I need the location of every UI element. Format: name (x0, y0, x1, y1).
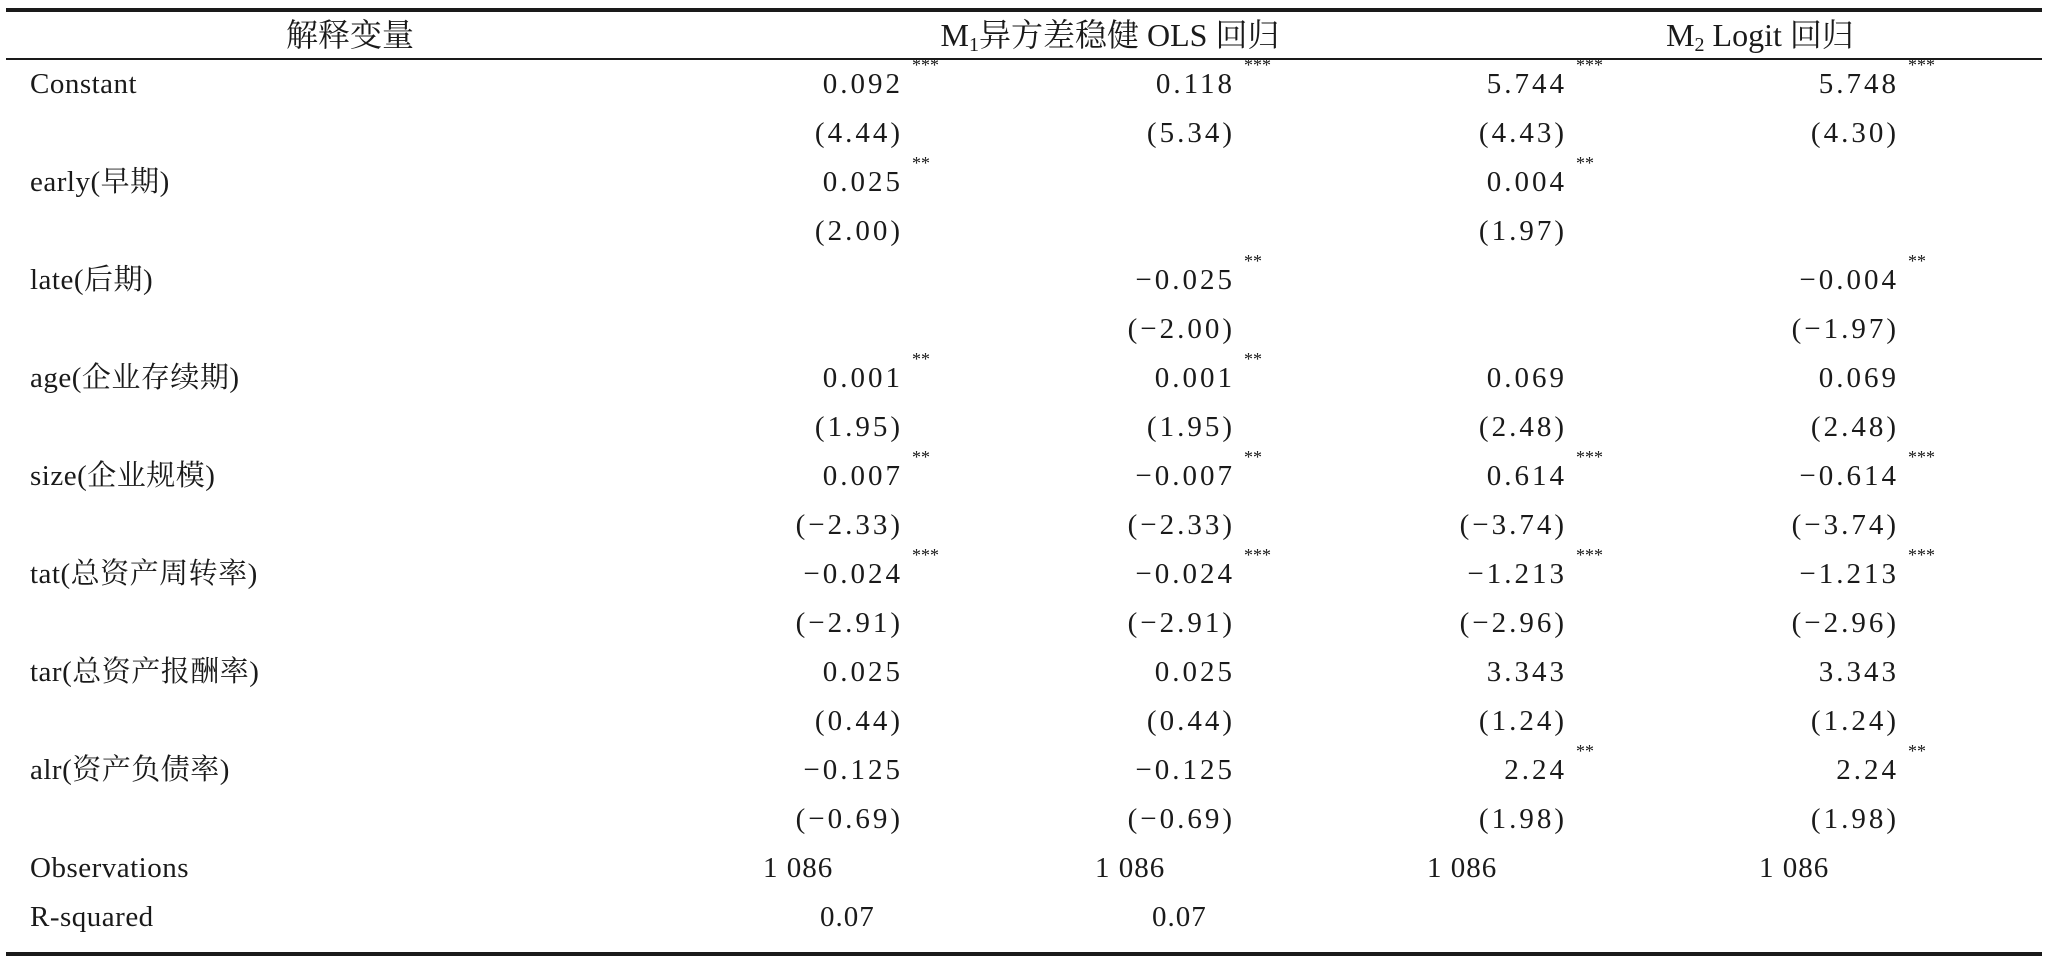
coefficient-value: 0.025 (822, 656, 903, 688)
coefficient-value: −0.614 (1799, 460, 1899, 492)
t-statistic: (−0.69) (795, 803, 903, 835)
table-row (0, 447, 2048, 501)
significance-stars: *** (1244, 55, 1271, 75)
coefficient-value: 0.007 (822, 460, 903, 492)
t-statistic: (4.44) (814, 117, 903, 149)
coefficient-value: 0.069 (1486, 362, 1567, 394)
significance-stars: ** (1244, 447, 1262, 467)
significance-stars: ** (1576, 153, 1594, 173)
significance-stars: ** (1244, 349, 1262, 369)
table-row (0, 545, 2048, 599)
coefficient-value: −0.125 (803, 754, 903, 786)
coefficient-value: 0.025 (1154, 656, 1235, 688)
coefficient-value: 5.748 (1818, 68, 1899, 100)
significance-stars: *** (1576, 545, 1603, 565)
row-label: alr(资产负债率) (30, 754, 230, 786)
significance-stars: *** (1908, 545, 1935, 565)
coefficient-value: −0.007 (1135, 460, 1235, 492)
r-squared-value: 0.07 (820, 901, 875, 933)
t-statistic: (−3.74) (1459, 509, 1567, 541)
significance-stars: ** (912, 153, 930, 173)
row-label: late(后期) (30, 264, 154, 296)
row-label: age(企业存续期) (30, 362, 240, 394)
table-row (0, 795, 2048, 844)
header-m1 (780, 12, 1440, 58)
table-row (0, 153, 2048, 207)
table-row (0, 599, 2048, 648)
significance-stars: ** (1576, 741, 1594, 761)
table-row (0, 501, 2048, 550)
significance-stars: ** (912, 447, 930, 467)
significance-stars: ** (1908, 251, 1926, 271)
row-label: Observations (30, 852, 190, 884)
coefficient-value: 0.001 (822, 362, 903, 394)
coefficient-value: 3.343 (1486, 656, 1567, 688)
header-m2-prefix: M (1666, 17, 1695, 53)
table-row (0, 55, 2048, 109)
coefficient-value: 3.343 (1818, 656, 1899, 688)
significance-stars: *** (1908, 447, 1935, 467)
t-statistic: (−0.69) (1127, 803, 1235, 835)
observations-value: 1 086 (1759, 852, 1830, 884)
significance-stars: *** (1576, 55, 1603, 75)
significance-stars: ** (1908, 741, 1926, 761)
significance-stars: *** (1908, 55, 1935, 75)
t-statistic: (2.48) (1810, 411, 1899, 443)
t-statistic: (1.95) (1146, 411, 1235, 443)
t-statistic: (4.30) (1810, 117, 1899, 149)
header-m2 (1430, 12, 2048, 58)
coefficient-value: 2.24 (1836, 754, 1899, 786)
t-statistic: (1.24) (1478, 705, 1567, 737)
coefficient-value: 2.24 (1504, 754, 1567, 786)
significance-stars: *** (912, 545, 939, 565)
coefficient-value: −0.025 (1135, 264, 1235, 296)
significance-stars: ** (1244, 251, 1262, 271)
t-statistic: (−2.33) (1127, 509, 1235, 541)
t-statistic: (1.97) (1478, 215, 1567, 247)
t-statistic: (−3.74) (1791, 509, 1899, 541)
t-statistic: (−2.96) (1791, 607, 1899, 639)
coefficient-value: −0.125 (1135, 754, 1235, 786)
t-statistic: (2.48) (1478, 411, 1567, 443)
observations-value: 1 086 (1095, 852, 1166, 884)
table-row (0, 305, 2048, 354)
coefficient-value: −1.213 (1799, 558, 1899, 590)
table-bottom-rule (6, 952, 2042, 956)
t-statistic: (−2.33) (795, 509, 903, 541)
observations-value: 1 086 (763, 852, 834, 884)
t-statistic: (4.43) (1478, 117, 1567, 149)
table-row (0, 109, 2048, 158)
r-squared-value: 0.07 (1152, 901, 1207, 933)
table-row-observations (0, 844, 2048, 893)
coefficient-value: 0.004 (1486, 166, 1567, 198)
coefficient-value: −0.024 (803, 558, 903, 590)
t-statistic: (1.24) (1810, 705, 1899, 737)
coefficient-value: 0.092 (822, 68, 903, 100)
row-label: size(企业规模) (30, 460, 216, 492)
coefficient-value: 0.614 (1486, 460, 1567, 492)
coefficient-value: 0.025 (822, 166, 903, 198)
header-variable: 解释变量 (285, 17, 414, 53)
t-statistic: (−2.91) (795, 607, 903, 639)
table-row (0, 207, 2048, 256)
header-m2-subscript: 2 (1694, 34, 1705, 56)
t-statistic: (−2.00) (1127, 313, 1235, 345)
coefficient-value: 0.118 (1155, 68, 1235, 100)
coefficient-value: 0.001 (1154, 362, 1235, 394)
header-m1-title: 异方差稳健 OLS 回归 (978, 17, 1280, 53)
table-row (0, 648, 2048, 697)
significance-stars: ** (912, 349, 930, 369)
t-statistic: (0.44) (814, 705, 903, 737)
row-label: tat(总资产周转率) (30, 558, 258, 590)
row-label: tar(总资产报酬率) (30, 656, 260, 688)
significance-stars: *** (1576, 447, 1603, 467)
coefficient-value: −0.024 (1135, 558, 1235, 590)
significance-stars: *** (912, 55, 939, 75)
table-row (0, 697, 2048, 746)
row-label: R-squared (30, 901, 154, 933)
table-row (0, 349, 2048, 403)
header-m2-title: Logit 回归 (1704, 17, 1854, 53)
table-row (0, 403, 2048, 452)
t-statistic: (−2.96) (1459, 607, 1567, 639)
table-row-r-squared (0, 893, 2048, 942)
coefficient-value: −0.004 (1799, 264, 1899, 296)
t-statistic: (−2.91) (1127, 607, 1235, 639)
t-statistic: (5.34) (1146, 117, 1235, 149)
t-statistic: (2.00) (814, 215, 903, 247)
table-row (0, 741, 2048, 795)
row-label: early(早期) (30, 166, 170, 198)
t-statistic: (1.95) (814, 411, 903, 443)
t-statistic: (0.44) (1146, 705, 1235, 737)
coefficient-value: 0.069 (1818, 362, 1899, 394)
t-statistic: (1.98) (1478, 803, 1567, 835)
significance-stars: *** (1244, 545, 1271, 565)
t-statistic: (−1.97) (1791, 313, 1899, 345)
row-label: Constant (30, 68, 138, 100)
header-m1-prefix: M (940, 17, 969, 53)
coefficient-value: 5.744 (1486, 68, 1567, 100)
header-m1-subscript: 1 (968, 34, 979, 56)
coefficient-value: −1.213 (1467, 558, 1567, 590)
observations-value: 1 086 (1427, 852, 1498, 884)
t-statistic: (1.98) (1810, 803, 1899, 835)
table-row (0, 251, 2048, 305)
